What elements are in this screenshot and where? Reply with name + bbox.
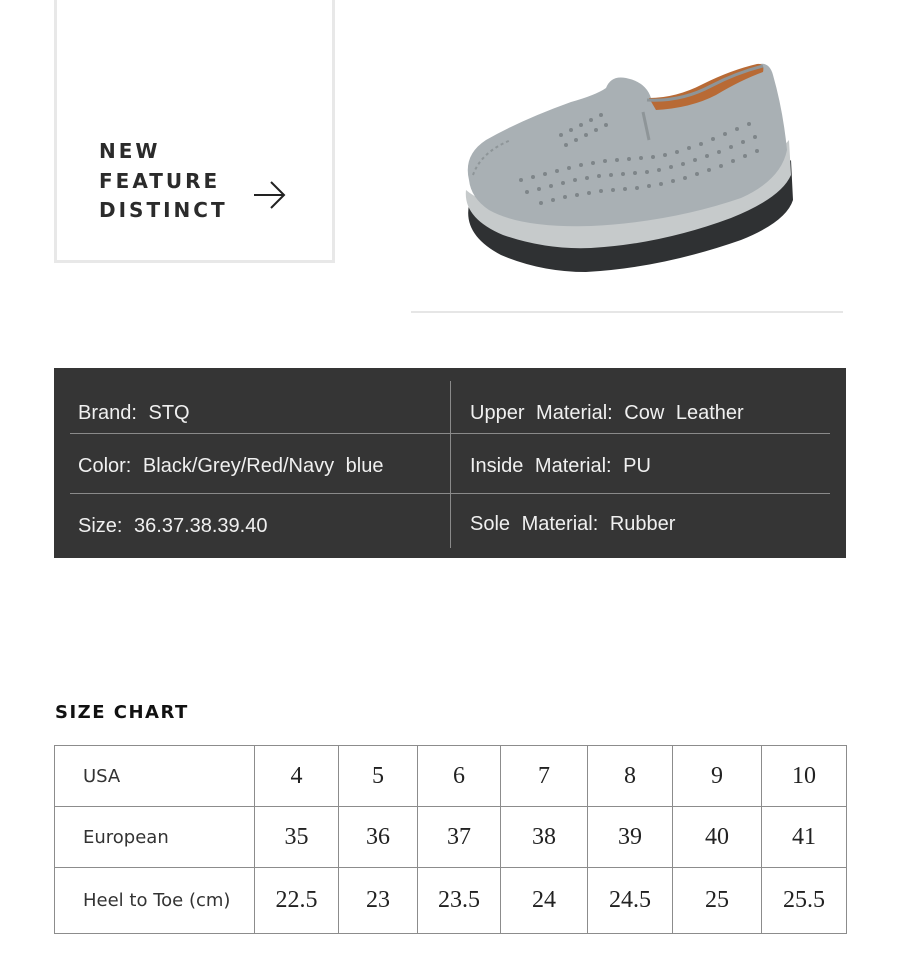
size-row-heel-to-toe — [55, 868, 847, 934]
size-cell: 41 — [762, 807, 847, 868]
size-cell: 39 — [588, 807, 673, 868]
size-cell: 6 — [418, 746, 501, 807]
feature-card[interactable] — [54, 0, 335, 263]
size-cell: 10 — [762, 746, 847, 807]
size-cell: 5 — [339, 746, 418, 807]
size-cell: 25.5 — [762, 868, 847, 934]
size-row-usa — [55, 746, 847, 807]
spec-size: Size: 36.37.38.39.40 — [78, 515, 268, 537]
product-image — [411, 40, 843, 330]
size-row-label: Heel to Toe (cm) — [55, 868, 255, 934]
size-cell: 24.5 — [588, 868, 673, 934]
size-cell: 35 — [255, 807, 339, 868]
size-cell: 22.5 — [255, 868, 339, 934]
size-chart-table — [54, 745, 847, 934]
spec-divider — [450, 381, 451, 548]
spec-sole-material: Sole Material: Rubber — [470, 513, 676, 535]
size-cell: 23.5 — [418, 868, 501, 934]
size-cell: 24 — [501, 868, 588, 934]
spec-inside-material: Inside Material: PU — [470, 455, 651, 477]
size-row-label: USA — [55, 746, 255, 807]
spec-brand: Brand: STQ — [78, 402, 190, 424]
size-cell: 40 — [673, 807, 762, 868]
size-cell: 37 — [418, 807, 501, 868]
size-chart-title: SIZE CHART — [55, 702, 189, 723]
size-row-european — [55, 807, 847, 868]
size-cell: 23 — [339, 868, 418, 934]
spec-table — [54, 368, 846, 558]
feature-line-distinct: DISTINCT — [99, 198, 228, 222]
image-divider — [411, 311, 843, 313]
size-cell: 9 — [673, 746, 762, 807]
spec-upper-material: Upper Material: Cow Leather — [470, 402, 744, 424]
size-cell: 38 — [501, 807, 588, 868]
size-cell: 25 — [673, 868, 762, 934]
size-cell: 8 — [588, 746, 673, 807]
spec-color: Color: Black/Grey/Red/Navy blue — [78, 455, 384, 477]
arrow-right-icon[interactable] — [252, 180, 288, 210]
size-cell: 4 — [255, 746, 339, 807]
feature-line-feature: FEATURE — [99, 168, 221, 193]
size-cell: 7 — [501, 746, 588, 807]
size-cell: 36 — [339, 807, 418, 868]
feature-heading — [99, 137, 228, 226]
shoe-image — [411, 40, 843, 310]
size-row-label: European — [55, 807, 255, 868]
feature-line-new: NEW — [99, 139, 161, 163]
